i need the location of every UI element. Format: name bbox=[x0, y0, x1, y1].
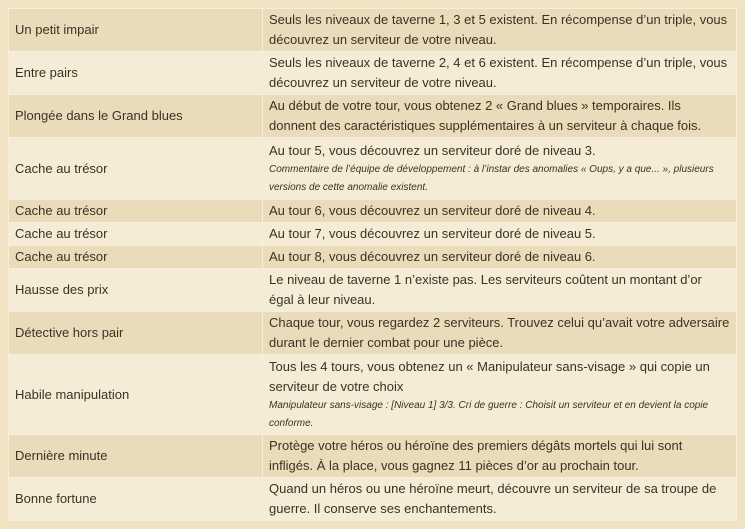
table-row bbox=[9, 246, 737, 269]
table-row bbox=[9, 52, 737, 95]
anomaly-name-cell: Habile manipulation bbox=[9, 355, 263, 435]
table-row bbox=[9, 435, 737, 478]
anomaly-description: Quand un héros ou une héroïne meurt, découvre un serviteur de sa troupe de guerre. Il conserve ses enchantements. bbox=[269, 481, 717, 516]
anomaly-description: Le niveau de taverne 1 n’existe pas. Les serviteurs coûtent un montant d’or égal à leur niveau. bbox=[269, 272, 702, 307]
table-row bbox=[9, 355, 737, 435]
anomaly-name-cell: Bonne fortune bbox=[9, 478, 263, 521]
anomaly-name-cell: Un petit impair bbox=[9, 9, 263, 52]
anomaly-description: Au tour 8, vous découvrez un serviteur doré de niveau 6. bbox=[269, 249, 596, 264]
anomaly-note: Manipulateur sans-visage : [Niveau 1] 3/3. Cri de guerre : Choisit un serviteur et en devient la copie conforme. bbox=[269, 399, 709, 429]
table-row bbox=[9, 138, 737, 200]
anomaly-description-cell bbox=[263, 200, 737, 223]
anomalies-table-container bbox=[8, 8, 737, 521]
anomaly-description-cell bbox=[263, 223, 737, 246]
anomaly-name-cell: Cache au trésor bbox=[9, 200, 263, 223]
anomaly-description-cell bbox=[263, 312, 737, 355]
table-row bbox=[9, 9, 737, 52]
anomaly-description: Au tour 5, vous découvrez un serviteur doré de niveau 3. bbox=[269, 142, 596, 158]
anomaly-description: Au tour 7, vous découvrez un serviteur doré de niveau 5. bbox=[269, 226, 596, 241]
anomaly-name-cell: Cache au trésor bbox=[9, 246, 263, 269]
anomaly-description: Au tour 6, vous découvrez un serviteur doré de niveau 4. bbox=[269, 203, 596, 218]
anomaly-description: Protège votre héros ou héroïne des premiers dégâts mortels qui lui sont infligés. À la place, vous gagnez 11 pièces d’or au prochain tour. bbox=[269, 438, 683, 473]
anomaly-description-cell bbox=[263, 95, 737, 138]
anomaly-name-cell: Détective hors pair bbox=[9, 312, 263, 355]
table-row bbox=[9, 223, 737, 246]
anomaly-description-cell bbox=[263, 246, 737, 269]
anomaly-description-cell bbox=[263, 269, 737, 312]
table-row bbox=[9, 312, 737, 355]
anomaly-name-cell: Cache au trésor bbox=[9, 138, 263, 200]
anomaly-description: Seuls les niveaux de taverne 2, 4 et 6 existent. En récompense d’un triple, vous découvrez un serviteur de votre niveau. bbox=[269, 55, 728, 90]
anomaly-name-cell: Cache au trésor bbox=[9, 223, 263, 246]
anomaly-note: Commentaire de l’équipe de développement : à l’instar des anomalies « Oups, y a que... », plusieurs versions de cette anomalie existent. bbox=[269, 163, 714, 193]
anomaly-description-cell bbox=[263, 9, 737, 52]
anomalies-table bbox=[8, 8, 737, 521]
anomaly-description-cell bbox=[263, 355, 737, 435]
anomaly-name-cell: Entre pairs bbox=[9, 52, 263, 95]
anomaly-description: Seuls les niveaux de taverne 1, 3 et 5 existent. En récompense d’un triple, vous découvrez un serviteur de votre niveau. bbox=[269, 12, 728, 47]
table-row bbox=[9, 269, 737, 312]
anomaly-description: Tous les 4 tours, vous obtenez un « Manipulateur sans-visage » qui copie un serviteur de votre choix bbox=[269, 358, 710, 394]
anomaly-description-cell bbox=[263, 52, 737, 95]
anomalies-table-body bbox=[9, 9, 737, 521]
anomaly-description: Chaque tour, vous regardez 2 serviteurs. Trouvez celui qu’avait votre adversaire durant le dernier combat pour une pièce. bbox=[269, 315, 730, 350]
table-row bbox=[9, 200, 737, 223]
table-row bbox=[9, 478, 737, 521]
anomaly-name-cell: Hausse des prix bbox=[9, 269, 263, 312]
anomaly-description-cell bbox=[263, 138, 737, 200]
table-row bbox=[9, 95, 737, 138]
anomaly-description-cell bbox=[263, 478, 737, 521]
anomaly-description-cell bbox=[263, 435, 737, 478]
anomaly-description: Au début de votre tour, vous obtenez 2 « Grand blues » temporaires. Ils donnent des caractéristiques supplémentaires à un serviteur à chaque fois. bbox=[269, 98, 702, 133]
anomaly-name-cell: Dernière minute bbox=[9, 435, 263, 478]
anomaly-name-cell: Plongée dans le Grand blues bbox=[9, 95, 263, 138]
